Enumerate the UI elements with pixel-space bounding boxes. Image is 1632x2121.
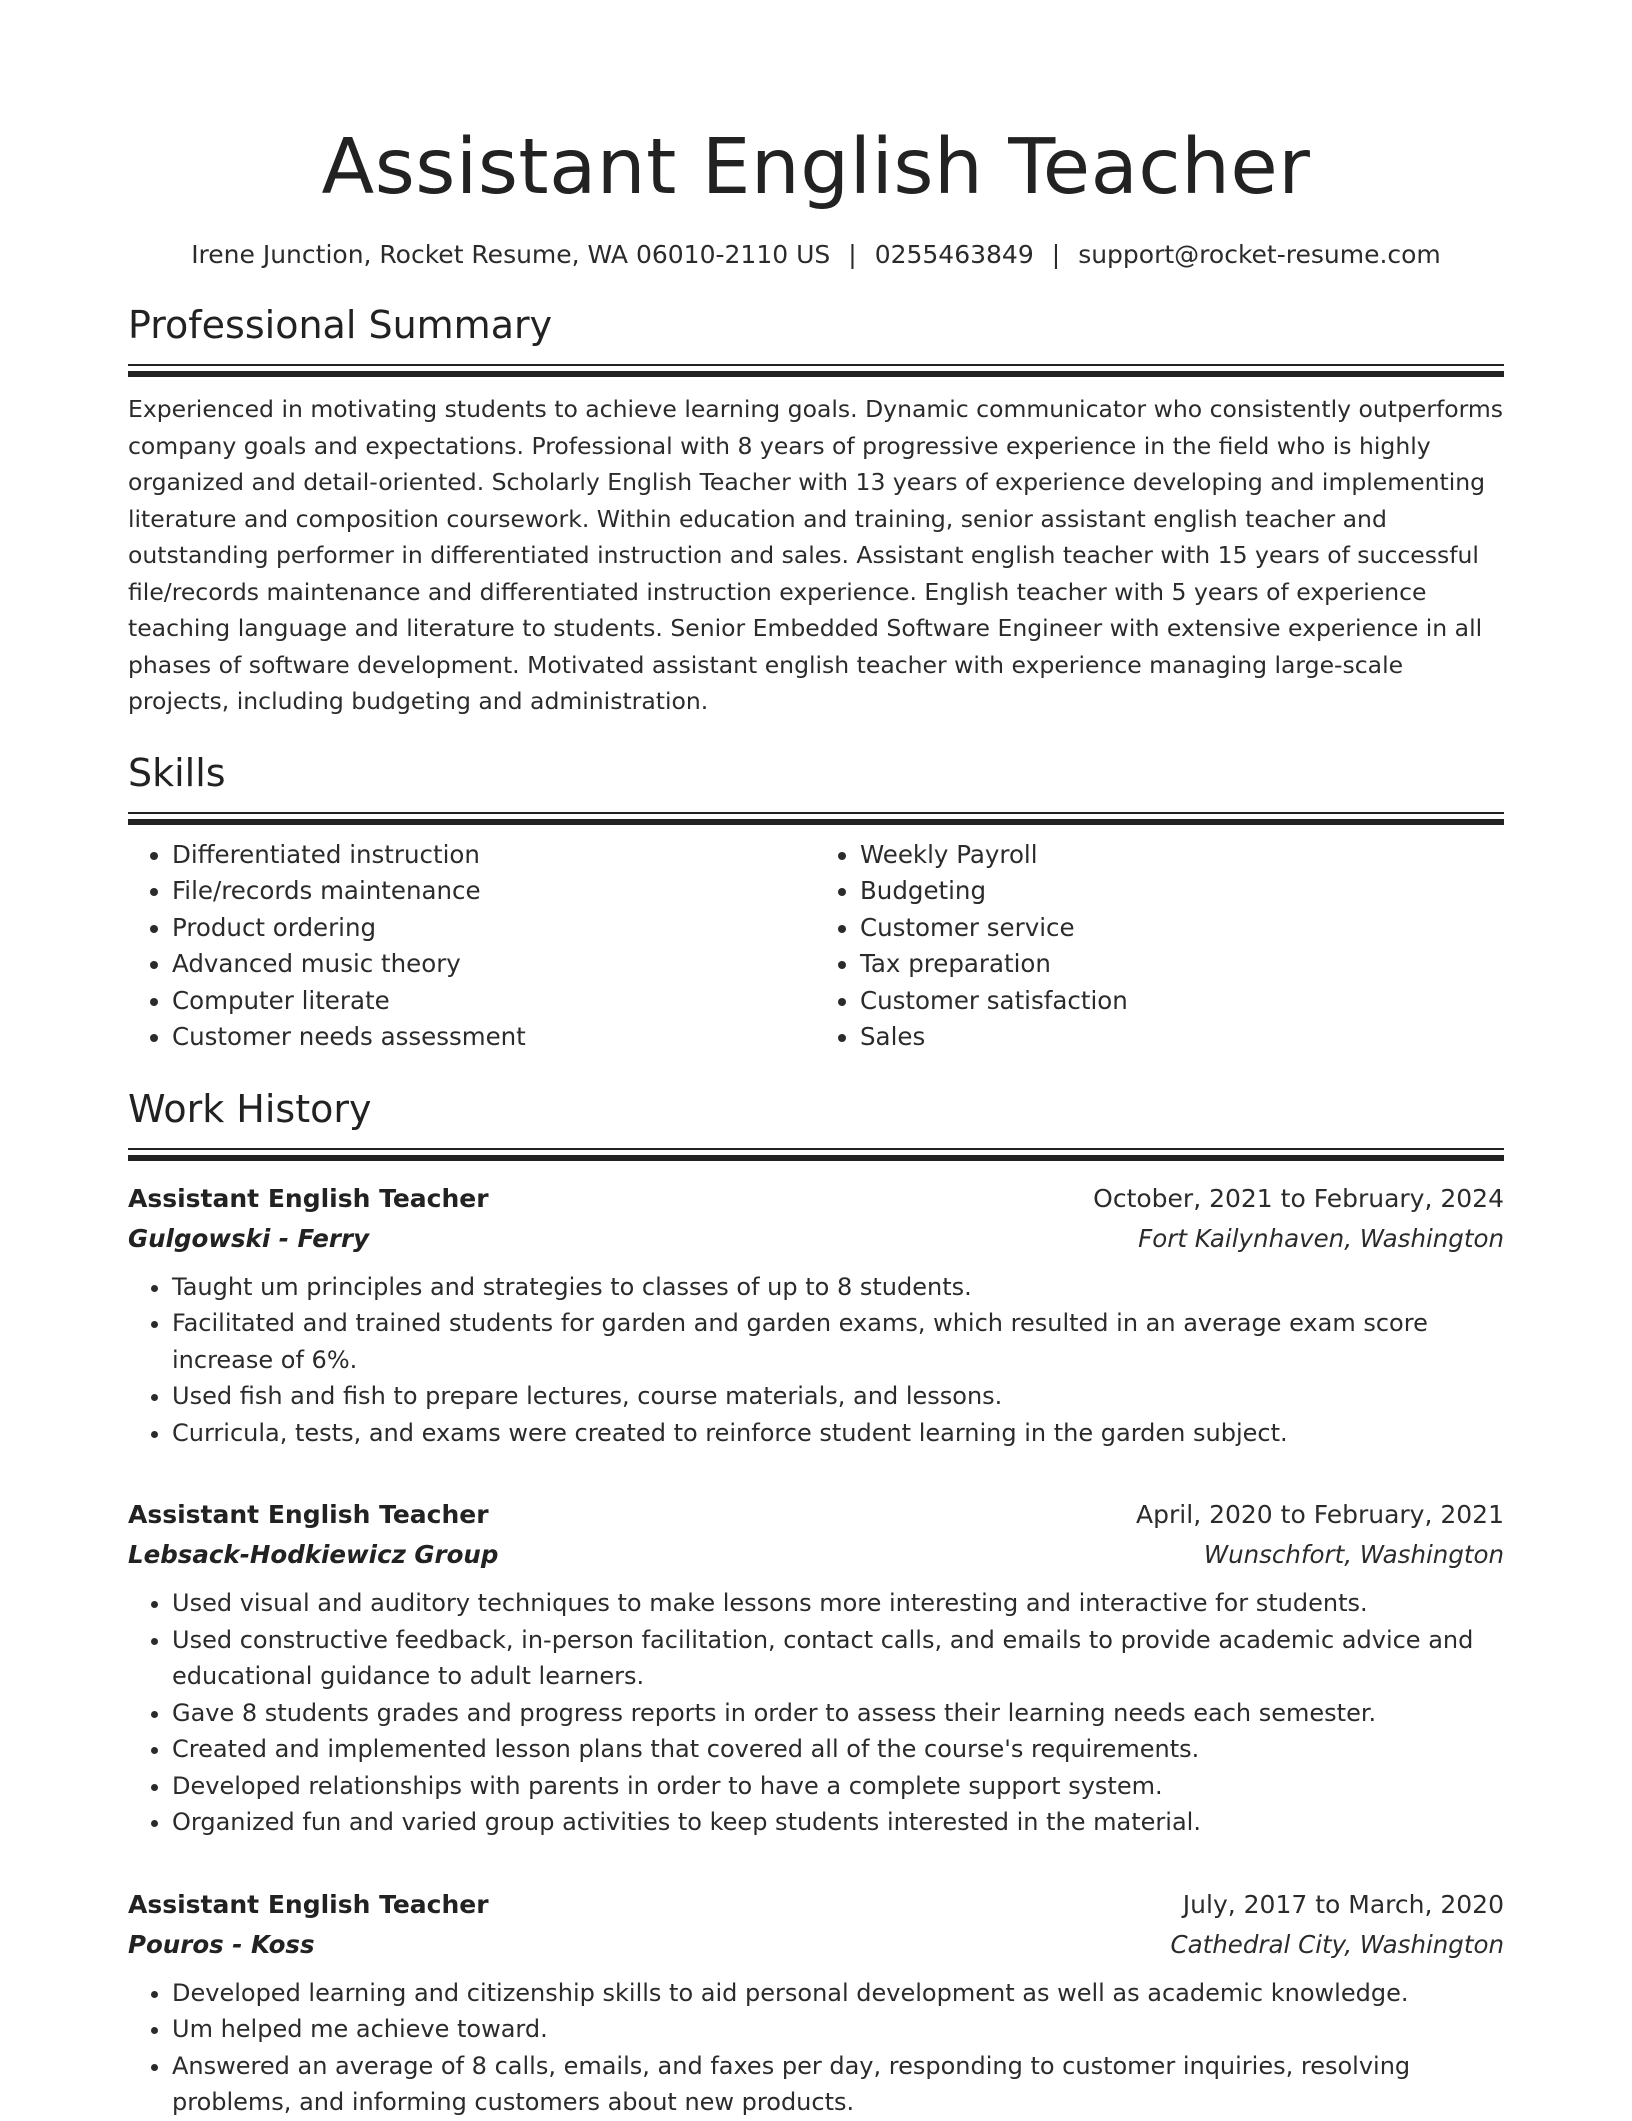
job-bullet: • Used fish and fish to prepare lectures, course materials, and lessons.: [172, 1378, 1504, 1415]
skill-item: • Customer service: [860, 910, 1504, 947]
section-divider-thin: [128, 364, 1504, 366]
contact-line: [128, 238, 1504, 272]
job-title: Assistant English Teacher: [128, 1183, 489, 1213]
summary-text: Experienced in motivating students to achieve learning goals. Dynamic communicator who consistently outperforms company goals and expectations. Professional with 8 years of progressive experience in the field who is highly organized and detail-oriented. Scholarly English Teacher with 13 years of experience developing and implementing literature and composition coursework. Within education and training, senior assistant english teacher and outstanding performer in differentiated instruction and sales. Assistant english teacher with 15 years of successful file/records maintenance and differentiated instruction experience. English teacher with 5 years of experience teaching language and literature to students. Senior Embedded Software Engineer with extensive experience in all phases of software development. Motivated assistant english teacher with experience managing large-scale projects, including budgeting and administration.: [128, 395, 1504, 715]
job-bullet: • Gave 8 students grades and progress reports in order to assess their learning needs each semester.: [172, 1695, 1504, 1732]
section-divider-thin: [128, 1148, 1504, 1150]
skill-item: • Computer literate: [172, 983, 816, 1020]
skills-list-right: [816, 837, 1504, 1056]
job-entry: [128, 1885, 1504, 2121]
skill-item: • Advanced music theory: [172, 946, 816, 983]
job-bullet: • Created and implemented lesson plans that covered all of the course's requirements.: [172, 1731, 1504, 1768]
resume-title: Assistant English Teacher: [321, 123, 1311, 212]
skill-item: • Customer needs assessment: [172, 1019, 816, 1056]
job-location: Fort Kailynhaven, Washington: [1138, 1223, 1504, 1253]
job-company-row: [128, 1219, 1504, 1259]
job-header-row: [128, 1885, 1504, 1925]
job-company-row: [128, 1535, 1504, 1575]
job-title: Assistant English Teacher: [128, 1500, 489, 1529]
job-bullet-list: [128, 1975, 1504, 2121]
summary-section: [128, 302, 1504, 720]
resume-page: [128, 0, 1504, 2121]
job-bullet: • Facilitated and trained students for garden and garden exams, which resulted in an average exam score increase of 6%.: [172, 1305, 1504, 1378]
job-bullet: • Developed relationships with parents in order to have a complete support system.: [172, 1768, 1504, 1805]
skills-list-left: [128, 837, 816, 1056]
job-bullet: • Developed learning and citizenship skills to aid personal development as well as academic knowledge.: [172, 1975, 1504, 2012]
job-header-row: [128, 1495, 1504, 1535]
contact-separator: |: [848, 240, 857, 269]
job-entry: [128, 1179, 1504, 1452]
job-bullet: • Answered an average of 8 calls, emails, and faxes per day, responding to customer inquiries, resolving problems, and informing customers about new products.: [172, 2048, 1504, 2121]
section-divider-thick: [128, 1155, 1504, 1161]
summary-heading: Professional Summary: [128, 303, 553, 347]
job-bullet: • Curricula, tests, and exams were created to reinforce student learning in the garden subject.: [172, 1415, 1504, 1452]
section-divider-thick: [128, 371, 1504, 377]
job-entry: [128, 1495, 1504, 1841]
job-bullet: • Organized fun and varied group activities to keep students interested in the material.: [172, 1804, 1504, 1841]
contact-phone[interactable]: 0255463849: [874, 240, 1034, 269]
job-bullet: • Taught um principles and strategies to classes of up to 8 students.: [172, 1269, 1504, 1306]
work-history-section: [128, 1086, 1504, 2121]
skill-item: • Sales: [860, 1019, 1504, 1056]
skill-item: • Budgeting: [860, 873, 1504, 910]
job-bullet: • Um helped me achieve toward.: [172, 2011, 1504, 2048]
job-company: Lebsack-Hodkiewicz Group: [128, 1540, 499, 1569]
skill-item: • Tax preparation: [860, 946, 1504, 983]
contact-address: Irene Junction, Rocket Resume, WA 06010-2110 US: [191, 240, 831, 269]
skills-heading: Skills: [128, 750, 226, 795]
job-company: Gulgowski - Ferry: [128, 1223, 370, 1253]
job-location: Cathedral City, Washington: [1170, 1929, 1504, 1959]
job-bullet-list: [128, 1269, 1504, 1452]
skill-item: • Differentiated instruction: [172, 837, 816, 874]
contact-email[interactable]: support@rocket-resume.com: [1078, 240, 1441, 269]
job-dates: April, 2020 to February, 2021: [1136, 1500, 1504, 1529]
skill-item: • Weekly Payroll: [860, 837, 1504, 874]
contact-separator: |: [1051, 240, 1061, 269]
work-history-heading: Work History: [128, 1086, 372, 1131]
job-bullet-list: [128, 1585, 1504, 1841]
skills-section: [128, 750, 1504, 1056]
job-dates: July, 2017 to March, 2020: [1182, 1889, 1504, 1919]
job-company: Pouros - Koss: [128, 1929, 315, 1959]
section-divider-thin: [128, 812, 1504, 814]
job-company-row: [128, 1925, 1504, 1965]
job-bullet: • Used constructive feedback, in-person facilitation, contact calls, and emails to provide academic advice and educational guidance to adult learners.: [172, 1622, 1504, 1695]
skill-item: • Customer satisfaction: [860, 983, 1504, 1020]
job-location: Wunschfort, Washington: [1203, 1540, 1504, 1569]
job-header-row: [128, 1179, 1504, 1219]
job-dates: October, 2021 to February, 2024: [1093, 1183, 1504, 1213]
job-title: Assistant English Teacher: [128, 1889, 489, 1919]
section-divider-thick: [128, 819, 1504, 825]
job-bullet: • Used visual and auditory techniques to make lessons more interesting and interactive for students.: [172, 1585, 1504, 1622]
skills-columns: [128, 837, 1504, 1056]
skill-item: • Product ordering: [172, 910, 816, 947]
skill-item: • File/records maintenance: [172, 873, 816, 910]
